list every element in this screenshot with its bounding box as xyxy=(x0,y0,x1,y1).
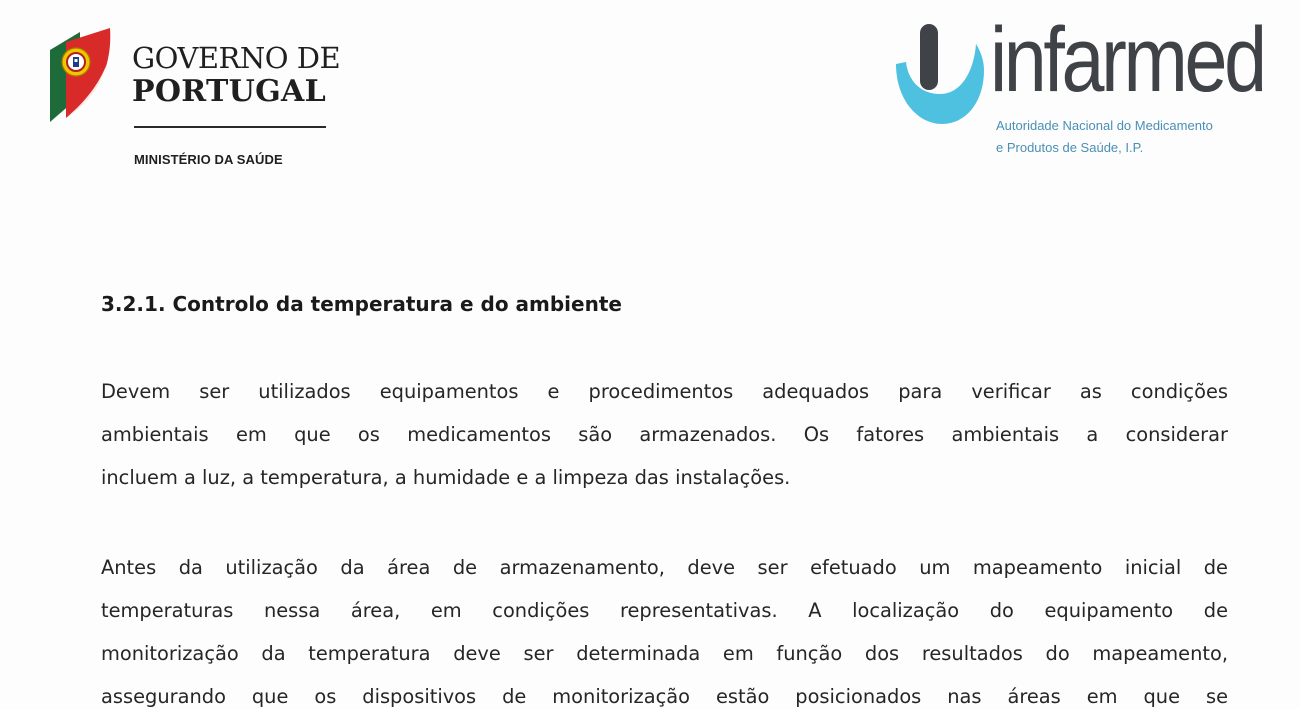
infarmed-mark-icon xyxy=(890,20,986,132)
infarmed-wordmark: infarmed xyxy=(990,9,1264,111)
infarmed-subtitle-line1: Autoridade Nacional do Medicamento xyxy=(996,118,1213,133)
infarmed-subtitle-line2: e Produtos de Saúde, I.P. xyxy=(996,140,1144,155)
paragraph-line: Antes da utilização da área de armazenamento, deve ser efetuado um mapeamento inicial de xyxy=(101,556,1228,579)
paragraph-line: ambientais em que os medicamentos são armazenados. Os fatores ambientais a considerar xyxy=(101,423,1228,446)
paragraph-2 xyxy=(101,546,1228,709)
portugal-emblem-icon xyxy=(44,26,114,124)
governo-de-portugal-logo xyxy=(40,22,340,182)
gov-logo-line2: PORTUGAL xyxy=(132,74,326,109)
paragraph-line: incluem a luz, a temperatura, a humidade e a limpeza das instalações. xyxy=(101,466,791,489)
paragraph-1 xyxy=(101,370,1228,499)
paragraph-line: monitorização da temperatura deve ser determinada em função dos resultados do mapeamento, xyxy=(101,642,1228,665)
paragraph-line: assegurando que os dispositivos de monitorização estão posicionados nas áreas em que se xyxy=(101,685,1228,708)
infarmed-logo xyxy=(890,9,1290,178)
gov-logo-line1: GOVERNO DE xyxy=(132,41,341,75)
paragraph-line: temperaturas nessa área, em condições representativas. A localização do equipamento de xyxy=(101,599,1228,622)
gov-logo-divider xyxy=(134,126,326,128)
ministry-label: MINISTÉRIO DA SAÚDE xyxy=(134,152,283,167)
section-title: 3.2.1. Controlo da temperatura e do ambiente xyxy=(101,292,622,316)
paragraph-line: Devem ser utilizados equipamentos e procedimentos adequados para verificar as condições xyxy=(101,380,1228,403)
